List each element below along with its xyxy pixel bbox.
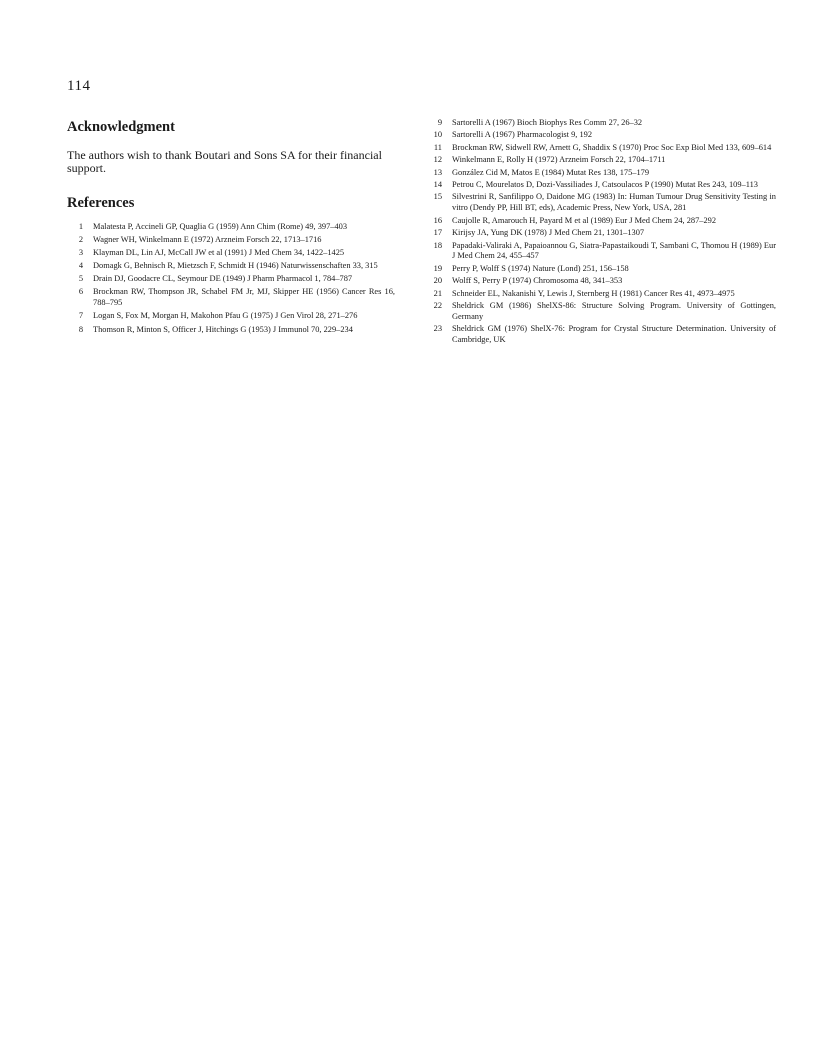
reference-item — [424, 324, 776, 346]
acknowledgment-heading: Acknowledgment — [67, 119, 175, 135]
reference-number: 23 — [433, 324, 442, 334]
reference-number: 7 — [78, 311, 83, 321]
reference-item — [67, 274, 395, 285]
acknowledgment-text: The authors wish to thank Boutari and Sons SA for their financial support. — [67, 148, 382, 175]
reference-number: 10 — [433, 130, 442, 140]
reference-number: 15 — [433, 192, 442, 202]
reference-item — [424, 228, 776, 239]
reference-number: 19 — [433, 263, 442, 273]
reference-item — [424, 192, 776, 214]
reference-text: González Cid M, Matos E (1984) Mutat Res 138, 175–179 — [452, 167, 650, 177]
reference-item — [424, 118, 776, 129]
reference-text: Wagner WH, Winkelmann E (1972) Arzneim Forsch 22, 1713–1716 — [93, 235, 322, 245]
reference-text: Wolff S, Perry P (1974) Chromosoma 48, 341–353 — [452, 276, 623, 286]
reference-text: Logan S, Fox M, Morgan H, Makohon Pfau G (1975) J Gen Virol 28, 271–276 — [93, 311, 358, 321]
page-number: 114 — [67, 78, 91, 94]
reference-number: 16 — [433, 215, 442, 225]
reference-text: Caujolle R, Amarouch H, Payard M et al (1989) Eur J Med Chem 24, 287–292 — [452, 215, 717, 225]
reference-item — [424, 180, 776, 191]
reference-number: 1 — [78, 222, 83, 231]
reference-number: 11 — [433, 142, 442, 152]
reference-number: 13 — [433, 167, 442, 177]
reference-item — [67, 311, 395, 322]
reference-number: 3 — [78, 248, 83, 258]
reference-text: Papadaki-Valiraki A, Papaioannou G, Siatra-Papastaikoudi T, Sambani C, Thomou H (1989) Eur J Med Chem 24, 455–457 — [452, 240, 776, 261]
reference-item — [424, 143, 776, 154]
reference-text: Kirijsy JA, Yung DK (1978) J Med Chem 21, 1301–1307 — [452, 228, 645, 238]
reference-number: 14 — [433, 180, 442, 190]
reference-number: 20 — [433, 276, 442, 286]
reference-number: 8 — [78, 324, 83, 334]
reference-text: Perry P, Wolff S (1974) Nature (Lond) 251, 156–158 — [452, 263, 629, 273]
reference-text: Schneider EL, Nakanishi Y, Lewis J, Sternberg H (1981) Cancer Res 41, 4973–4975 — [452, 288, 735, 298]
reference-text: Winkelmann E, Rolly H (1972) Arzneim Forsch 22, 1704–1711 — [452, 155, 666, 165]
reference-text: Silvestrini R, Sanfilippo O, Daidone MG (1983) In: Human Tumour Drug Sensitivity Testing in vitro (Dendy PP, Hill BT, eds), Academic Press, New York, USA, 281 — [452, 192, 776, 213]
reference-item — [424, 241, 776, 263]
left-column — [67, 118, 395, 338]
reference-item — [424, 130, 776, 141]
reference-item — [67, 287, 395, 309]
reference-list-right — [424, 118, 776, 346]
reference-item — [67, 248, 395, 259]
reference-item — [67, 261, 395, 272]
reference-number: 9 — [437, 118, 442, 127]
reference-item — [424, 301, 776, 323]
reference-number: 17 — [433, 228, 442, 238]
reference-text: Drain DJ, Goodacre CL, Seymour DE (1949) J Pharm Pharmacol 1, 784–787 — [93, 274, 353, 284]
reference-number: 2 — [78, 235, 83, 245]
reference-text: Petrou C, Mourelatos D, Dozi-Vassiliades J, Catsoulacos P (1990) Mutat Res 243, 109–113 — [452, 180, 758, 190]
reference-item — [424, 168, 776, 179]
reference-text: Klayman DL, Lin AJ, McCall JW et al (1991) J Med Chem 34, 1422–1425 — [93, 248, 345, 258]
reference-number: 21 — [433, 288, 442, 298]
reference-item — [424, 155, 776, 166]
reference-text: Sartorelli A (1967) Bioch Biophys Res Comm 27, 26–32 — [452, 118, 643, 127]
reference-text: Sheldrick GM (1986) ShelXS-86: Structure Solving Program. University of Gottingen, Germany — [452, 301, 776, 321]
reference-text: Brockman RW, Sidwell RW, Arnett G, Shaddix S (1970) Proc Soc Exp Biol Med 133, 609–614 — [452, 142, 772, 152]
reference-number: 4 — [78, 261, 83, 271]
reference-text: Sartorelli A (1967) Pharmacologist 9, 192 — [452, 130, 593, 140]
reference-number: 22 — [433, 301, 442, 311]
reference-number: 18 — [433, 240, 442, 250]
reference-text: Brockman RW, Thompson JR, Schabel FM Jr, MJ, Skipper HE (1956) Cancer Res 16, 788–795 — [93, 287, 395, 308]
reference-item — [67, 325, 395, 336]
reference-item — [67, 235, 395, 246]
reference-text: Sheldrick GM (1976) ShelX-76: Program for Crystal Structure Determination. University of Cambridge, UK — [452, 324, 776, 345]
reference-text: Malatesta P, Accineli GP, Quaglia G (1959) Ann Chim (Rome) 49, 397–403 — [93, 222, 348, 231]
reference-item — [424, 216, 776, 227]
reference-list-left — [67, 222, 395, 335]
reference-number: 12 — [433, 155, 442, 165]
reference-text: Domagk G, Behnisch R, Mietzsch F, Schmidt H (1946) Naturwissenschaften 33, 315 — [93, 261, 378, 271]
reference-item — [424, 264, 776, 275]
reference-number: 5 — [78, 274, 83, 284]
reference-item — [424, 276, 776, 287]
reference-item — [67, 222, 395, 233]
references-heading: References — [67, 195, 135, 211]
reference-number: 6 — [78, 287, 83, 297]
reference-item — [424, 289, 776, 300]
right-column — [424, 118, 776, 348]
reference-text: Thomson R, Minton S, Officer J, Hitchings G (1953) J Immunol 70, 229–234 — [93, 324, 353, 334]
